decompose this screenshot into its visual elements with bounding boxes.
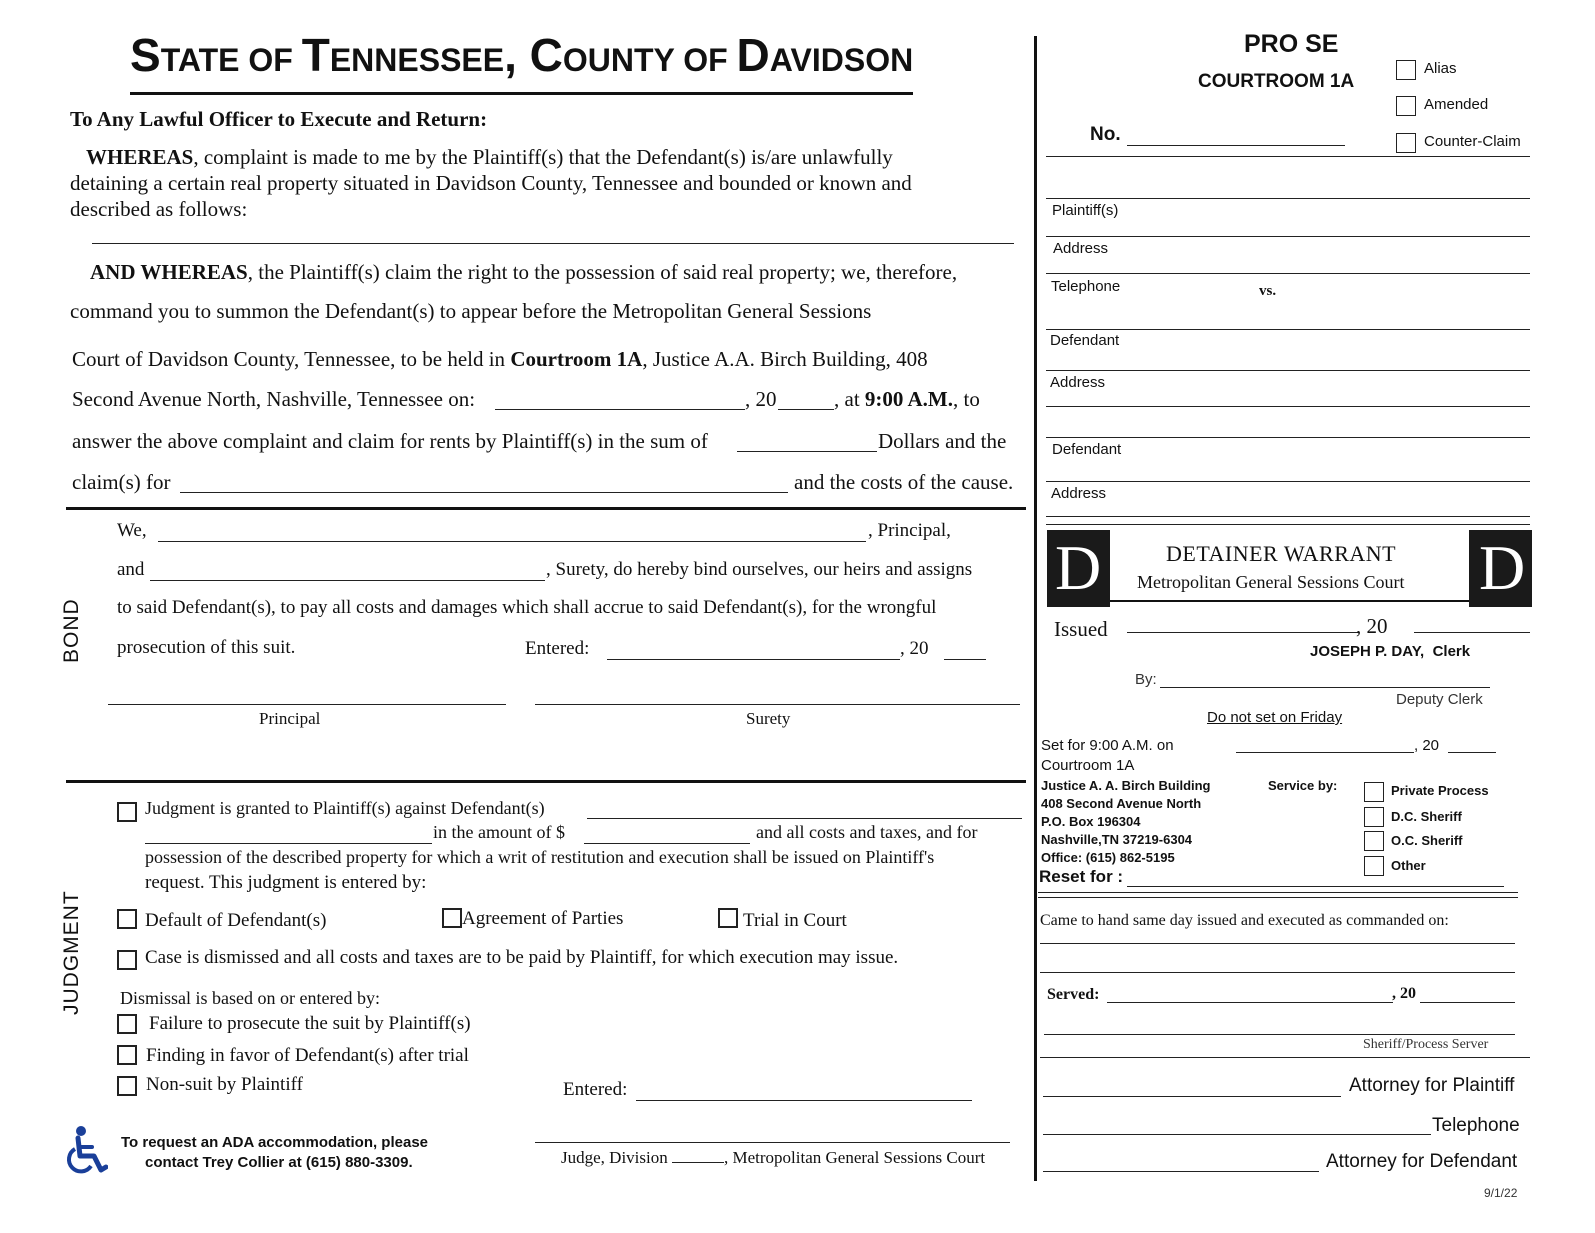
section-divider	[66, 507, 1026, 510]
set-courtroom: Courtroom 1A	[1041, 757, 1135, 774]
surety-name-field[interactable]	[150, 580, 545, 581]
judge-signature-line[interactable]	[535, 1142, 1010, 1143]
attorney-defendant-field[interactable]	[1043, 1171, 1319, 1172]
bond-line-4: prosecution of this suit.	[117, 637, 296, 658]
amended-label: Amended	[1424, 96, 1489, 113]
issued-date-field[interactable]	[1127, 632, 1359, 633]
execution-field-1[interactable]	[1040, 943, 1515, 944]
banner-underline	[1110, 600, 1469, 602]
attorney-defendant-label: Attorney for Defendant	[1326, 1151, 1518, 1172]
served-twenty: , 20	[1392, 985, 1416, 1002]
judgment-entered-label: Entered:	[563, 1079, 628, 1100]
bond-surety-text: , Surety, do hereby bind ourselves, our heirs and assigns	[546, 559, 973, 580]
clerk-line	[1310, 643, 1470, 660]
warrant-court: Metropolitan General Sessions Court	[1137, 572, 1405, 592]
failure-label: Failure to prosecute the suit by Plaintiff(s)	[149, 1013, 471, 1034]
oc-sheriff-checkbox[interactable]	[1364, 831, 1384, 851]
time-bold: 9:00 A.M.	[864, 387, 953, 411]
judge-court-label: , Metropolitan General Sessions Court	[723, 1148, 986, 1167]
division-field[interactable]	[672, 1162, 724, 1163]
title-small: ENNESSEE	[329, 42, 505, 78]
defendant-1-address-field[interactable]	[1046, 406, 1530, 407]
service-by-label: Service by:	[1268, 778, 1338, 793]
reset-for-field[interactable]	[1127, 886, 1504, 887]
case-number-label: No.	[1090, 124, 1121, 145]
d-badge-left	[1047, 530, 1110, 607]
pro-se-label: PRO SE	[1244, 30, 1339, 58]
surety-signature-label: Surety	[746, 709, 791, 728]
address-line-item: Office: (615) 862-5195	[1041, 850, 1175, 865]
attorney-telephone-field[interactable]	[1043, 1134, 1431, 1135]
sheriff-label: Sheriff/Process Server	[1363, 1037, 1489, 1052]
bond-and: and	[117, 559, 145, 580]
costs-text: and the costs of the cause.	[794, 470, 1014, 494]
plaintiffs-field[interactable]	[1046, 236, 1530, 237]
deputy-clerk-label: Deputy Clerk	[1396, 691, 1483, 708]
title-small: OUNTY OF	[562, 42, 737, 78]
form-date: 9/1/22	[1484, 1186, 1518, 1200]
judgment-costs-text: and all costs and taxes, and for	[756, 822, 978, 842]
plaintiff-address-label: Address	[1053, 240, 1109, 257]
deputy-signature-field[interactable]	[1160, 687, 1490, 688]
counter-claim-checkbox[interactable]	[1396, 133, 1416, 153]
hearing-year-field[interactable]	[778, 409, 834, 410]
right-rule	[1038, 897, 1518, 898]
plaintiff-telephone-label: Telephone	[1051, 278, 1121, 295]
came-to-hand-text: Came to hand same day issued and executed as commanded on:	[1040, 912, 1449, 929]
judgment-entered-field[interactable]	[636, 1100, 972, 1101]
dollars-text: Dollars and the	[878, 429, 1007, 453]
address-line-item: P.O. Box 196304	[1041, 814, 1141, 829]
judgment-granted-checkbox[interactable]	[117, 802, 137, 822]
defendant-2-address-label: Address	[1051, 485, 1107, 502]
other-service-checkbox[interactable]	[1364, 856, 1384, 876]
other-service-label: Other	[1391, 858, 1426, 873]
and-whereas-line-1	[90, 260, 957, 285]
defendant-2-label: Defendant	[1052, 441, 1122, 458]
officer-line: To Any Lawful Officer to Execute and Return:	[70, 107, 488, 131]
property-description-line[interactable]	[92, 243, 1014, 244]
bond-we: We,	[117, 520, 147, 541]
claims-field[interactable]	[180, 492, 788, 493]
and-whereas-bold: AND WHEREAS	[90, 260, 248, 284]
nonsuit-label: Non-suit by Plaintiff	[146, 1074, 303, 1095]
plaintiffs-label: Plaintiff(s)	[1052, 202, 1119, 219]
reset-for-label: Reset for :	[1039, 867, 1124, 886]
address-line-item: Justice A. A. Birch Building	[1041, 778, 1211, 793]
claims-label: claim(s) for	[72, 470, 171, 494]
dismissed-checkbox[interactable]	[117, 950, 137, 970]
bond-twenty: , 20	[900, 638, 929, 659]
court-text-2: , Justice A.A. Birch Building, 408	[642, 347, 928, 371]
judgment-name-continue-field[interactable]	[145, 843, 432, 844]
sheriff-signature-line[interactable]	[1044, 1034, 1515, 1035]
title-cap: C	[529, 29, 563, 81]
right-rule	[1046, 437, 1530, 438]
agreement-label: Agreement of Parties	[462, 908, 624, 929]
section-divider	[66, 780, 1026, 783]
court-line	[72, 347, 928, 372]
agreement-checkbox[interactable]	[442, 908, 462, 928]
defendant-2-address-field[interactable]	[1046, 516, 1530, 517]
dc-sheriff-checkbox[interactable]	[1364, 807, 1384, 827]
right-rule	[1046, 156, 1530, 157]
judge-line	[561, 1148, 985, 1168]
surety-signature-line[interactable]	[535, 704, 1020, 705]
right-rule	[1040, 1057, 1530, 1058]
to-text: , to	[952, 387, 980, 411]
default-checkbox[interactable]	[117, 909, 137, 929]
address-line-item: Nashville,TN 37219-6304	[1041, 832, 1193, 847]
hearing-date-field[interactable]	[495, 409, 745, 410]
plaintiff-address-field[interactable]	[1046, 273, 1530, 274]
attorney-plaintiff-label: Attorney for Plaintiff	[1349, 1075, 1515, 1096]
d-badge-right	[1469, 530, 1532, 607]
default-label: Default of Defendant(s)	[145, 910, 327, 931]
defendant-1-label: Defendant	[1050, 332, 1120, 349]
defendant-2-field[interactable]	[1046, 481, 1530, 482]
judgment-amount-label: in the amount of $	[433, 822, 565, 842]
served-date-field[interactable]	[1107, 1002, 1393, 1003]
counter-claim-label: Counter-Claim	[1424, 133, 1521, 150]
amended-checkbox[interactable]	[1396, 96, 1416, 116]
private-process-checkbox[interactable]	[1364, 782, 1384, 802]
title-cap: S	[130, 29, 161, 81]
dismissed-text: Case is dismissed and all costs and taxes are to be paid by Plaintiff, for which execution may issue.	[145, 947, 899, 968]
finding-label: Finding in favor of Defendant(s) after trial	[146, 1045, 469, 1066]
ada-line-2: contact Trey Collier at (615) 880-3309.	[145, 1154, 413, 1171]
trial-label: Trial in Court	[743, 910, 847, 931]
courtroom-label: COURTROOM 1A	[1198, 71, 1355, 92]
and-whereas-text: , the Plaintiff(s) claim the right to the possession of said real property; we, therefore,	[247, 260, 958, 284]
clerk-name: JOSEPH P. DAY,	[1310, 643, 1425, 660]
failure-checkbox[interactable]	[117, 1014, 137, 1034]
judgment-request-text: request. This judgment is entered by:	[145, 872, 427, 893]
courtroom-bold: Courtroom 1A	[510, 347, 643, 371]
right-rule	[1046, 198, 1530, 199]
bond-principal: , Principal,	[868, 520, 951, 541]
summon-line: command you to summon the Defendant(s) to appear before the Metropolitan General Sessions	[70, 299, 872, 323]
set-date-field[interactable]	[1236, 752, 1414, 753]
judge-division-label: Judge, Division	[561, 1148, 672, 1167]
principal-signature-label: Principal	[259, 709, 321, 728]
execution-field-2[interactable]	[1040, 972, 1515, 973]
issued-label: Issued	[1054, 617, 1108, 641]
whereas-line-2: detaining a certain real property situated in Davidson County, Tennessee and bounded or known and	[70, 171, 912, 195]
private-process-label: Private Process	[1391, 783, 1489, 798]
time-line	[834, 387, 980, 412]
issued-year-field[interactable]	[1414, 632, 1530, 633]
address-line: Second Avenue North, Nashville, Tennessee on:	[72, 387, 476, 411]
alias-checkbox[interactable]	[1396, 60, 1416, 80]
principal-signature-line[interactable]	[108, 704, 506, 705]
title-cap: D	[736, 29, 770, 81]
bond-entered-date-field[interactable]	[607, 659, 900, 660]
court-text: Court of Davidson County, Tennessee, to be held in	[72, 347, 511, 371]
right-rule	[1046, 524, 1530, 525]
title-small: TATE OF	[160, 42, 302, 78]
attorney-plaintiff-field[interactable]	[1043, 1096, 1341, 1097]
defendant-1-address-label: Address	[1050, 374, 1106, 391]
bond-line-3: to said Defendant(s), to pay all costs and damages which shall accrue to said Defendant(s), for the wrongful	[117, 597, 937, 618]
trial-checkbox[interactable]	[718, 908, 738, 928]
case-number-field[interactable]	[1127, 145, 1345, 146]
dismissal-basis-text: Dismissal is based on or entered by:	[120, 988, 380, 1008]
judgment-amount-field[interactable]	[584, 843, 750, 844]
warrant-title: DETAINER WARRANT	[1166, 541, 1397, 566]
vs-label: vs.	[1259, 283, 1277, 299]
whereas-line-3: described as follows:	[70, 197, 248, 221]
nonsuit-checkbox[interactable]	[117, 1076, 137, 1096]
oc-sheriff-label: O.C. Sheriff	[1391, 833, 1463, 848]
at-text: , at	[834, 387, 865, 411]
alias-label: Alias	[1424, 60, 1457, 77]
by-label: By:	[1135, 671, 1157, 688]
year-prefix: , 20	[745, 387, 777, 411]
page-title	[130, 30, 913, 95]
set-twenty: , 20	[1414, 737, 1440, 754]
bond-entered-label: Entered:	[525, 638, 590, 659]
whereas-bold: WHEREAS	[86, 145, 194, 169]
whereas-line-1	[86, 145, 893, 170]
vertical-divider	[1034, 36, 1037, 1181]
clerk-title: Clerk	[1432, 643, 1471, 660]
wheelchair-icon	[64, 1126, 108, 1176]
right-rule	[1038, 892, 1518, 893]
bond-side-label: BOND	[60, 598, 83, 663]
defendant-name-field[interactable]	[587, 818, 1022, 819]
issued-twenty: , 20	[1356, 614, 1388, 638]
dc-sheriff-label: D.C. Sheriff	[1391, 809, 1462, 824]
principal-name-field[interactable]	[158, 541, 866, 542]
whereas-text: , complaint is made to me by the Plaintiff(s) that the Defendant(s) is/are unlawfully	[193, 145, 893, 169]
finding-checkbox[interactable]	[117, 1045, 137, 1065]
d-badge-letter: D	[1479, 532, 1526, 603]
rent-line: answer the above complaint and claim for rents by Plaintiff(s) in the sum of	[72, 429, 708, 453]
judgment-side-label: JUDGMENT	[60, 890, 83, 1015]
plaintiff-telephone-field[interactable]	[1046, 329, 1530, 330]
defendant-1-field[interactable]	[1046, 370, 1530, 371]
served-label: Served:	[1047, 986, 1100, 1003]
set-for-label: Set for 9:00 A.M. on	[1041, 737, 1174, 754]
bond-year-field[interactable]	[944, 659, 986, 660]
set-year-field[interactable]	[1448, 752, 1496, 753]
judgment-granted-text: Judgment is granted to Plaintiff(s) against Defendant(s)	[145, 798, 545, 818]
address-line-item: 408 Second Avenue North	[1041, 796, 1202, 811]
judgment-possession-text: possession of the described property for which a writ of restitution and execution shall be issued on Plaintiff's	[145, 847, 935, 867]
served-year-field[interactable]	[1420, 1002, 1515, 1003]
title-cap: T	[301, 29, 330, 81]
ada-line-1: To request an ADA accommodation, please	[121, 1134, 429, 1151]
d-badge-letter: D	[1055, 532, 1102, 603]
title-comma: ,	[504, 29, 530, 81]
attorney-telephone-label: Telephone	[1432, 1115, 1520, 1136]
title-small: AVIDSON	[769, 42, 914, 78]
rent-amount-field[interactable]	[737, 451, 877, 452]
court-address-block	[1041, 777, 1211, 867]
no-friday-notice: Do not set on Friday	[1207, 709, 1343, 726]
